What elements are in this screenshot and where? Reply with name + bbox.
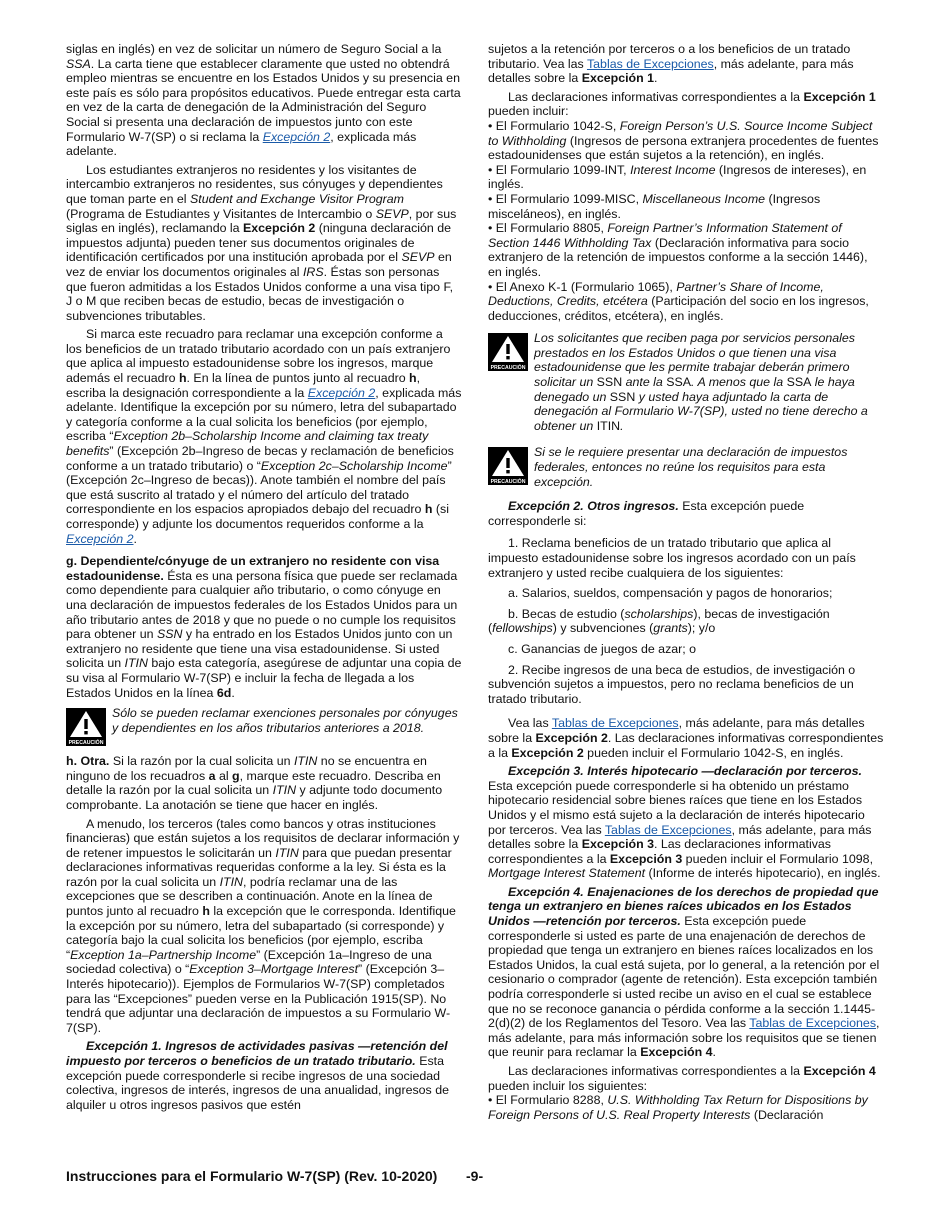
section-h: h. Otra. Si la razón por la cual solicita un ITIN no se encuentra en ninguno de los recuadros a al g, marque este recuadro. Describa en detalle la razón por la cual solicita un ITIN y adjunte todo documento comprobante. La anotación se tiene que hacer en inglés. xyxy=(66,754,443,812)
link-excepcion-2[interactable]: Excepción 2 xyxy=(262,129,331,144)
footer-title: Instrucciones para el Formulario W-7(SP) (Rev. 10-2020) xyxy=(66,1168,438,1184)
paragraph-exception-4-returns: Las declaraciones informativas correspondientes a la Excepción 4 pueden incluir los siguientes: xyxy=(488,1064,876,1093)
section-exception-1: Excepción 1. Ingresos de actividades pasivas —retención del impuesto por terceros o beneficios de un tratado tributario. Esta excepción puede corresponderle si recibe ingresos de una sociedad colectiva, ingresos de interés, ingresos de una anualidad, ingresos de alquiler u otros ingresos pasivos que estén xyxy=(66,1039,449,1112)
caution-note xyxy=(66,706,462,746)
list-item: • El Formulario 8805, Foreign Partner’s Information Statement of Section 1446 Withholding Tax (Declaración informativa para socio extranjero de la retención de impuestos conforme a la sección 1446), en inglés. xyxy=(488,221,884,279)
section-g: g. Dependiente/cónyuge de un extranjero no residente con visa estadounidense. Ésta es una persona física que puede ser reclamada como dependiente para cualquier año tributario, o como cónyuge en una declaración de impuestos federales de los Estados Unidos para un año tributario antes de 2018 y que no puede o no cumple los requisitos para obtener un SSN y ha entrado en los Estados Unidos junto con un extranjero no residente que tiene una visa estadounidense. Si usted solicita un ITIN bajo esta categoría, asegúrese de adjuntar una copia de su visa al Formulario W-7(SP) e incluir la fecha de llegada a los Estados Unidos en la línea 6d. xyxy=(66,554,462,700)
paragraph-sevp: Los estudiantes extranjeros no residentes y los visitantes de intercambio extranjeros no residentes, sus cónyuges y dependientes que toman parte en el Student and Exchange Visitor Program (Programa de Estudiantes y Visitantes de Intercambio o SEVP, por sus siglas en inglés), reclamando la Excepción 2 (ninguna declaración de impuestos adjunta) pueden tener sus documentos originales de identificación certificados por una institución aprobada por el SEVP en vez de enviar los documentos originales al IRS. Éstas son personas que fueron admitidas a los Estados Unidos conforme a una visa tipo F, J o M que reciben becas de estudio, becas de investigación o subvenciones tributables. xyxy=(66,162,457,323)
list-item: • El Formulario 1099-INT, Interest Income (Ingresos de intereses), en inglés. xyxy=(488,163,884,192)
section-g-heading: g. Dependiente/cónyuge de un extranjero no residente con visa estadounidense. xyxy=(66,554,440,583)
section-exception-4: Excepción 4. Enajenaciones de los derechos de propiedad que tenga un extranjero en bienes raíces ubicados en los Estados Unidos —retención por terceros. Esta excepción puede corresponderle si usted es parte de una enajenación de derechos de propiedad que tenga un extranjero en bienes raíces localizados en los Estados Unidos, la cual está sujeta, por lo general, a la retención por el cesionario o comprador (agente de retención). Esta excepción también podría corresponderle si usted recibe un aviso en el cual se establece que no se reconoce ganancia o pérdida conforme a la sección 1.1445-2(d)(2) de los Reglamentos del Tesoro. Vea las Tablas de Excepciones, más adelante, para más información sobre los requisitos que se tienen que reunir para reclamar la Excepción 4. xyxy=(488,884,880,1060)
right-column xyxy=(488,42,884,1126)
paragraph-exception-1-returns: Las declaraciones informativas correspondientes a la Excepción 1 pueden incluir: xyxy=(488,89,876,119)
list-item: a. Salarios, sueldos, compensación y pagos de honorarios; xyxy=(508,586,833,601)
caution-label: PRECAUCIÓN xyxy=(490,365,526,372)
caution-icon xyxy=(488,447,528,485)
caution-text: Sólo se pueden reclamar exenciones personales por cónyuges y dependientes en los años tributarios anteriores a 2018. xyxy=(112,706,458,735)
left-column xyxy=(66,42,462,1116)
section-exception-2: Excepción 2. Otros ingresos. Esta excepción puede corresponderle si: xyxy=(488,499,805,528)
link-tablas-de-excepciones[interactable]: Tablas de Excepciones xyxy=(551,716,679,731)
exception-4-heading: Excepción 4. Enajenaciones de los derechos de propiedad que tenga un extranjero en bienes raíces ubicados en los Estados Unidos —retención por terceros. xyxy=(488,884,879,929)
caution-icon xyxy=(66,708,106,746)
caution-note xyxy=(488,445,884,489)
caution-label: PRECAUCIÓN xyxy=(68,740,104,747)
page-footer xyxy=(66,1168,886,1184)
list-item: • El Anexo K-1 (Formulario 1065), Partner’s Share of Income, Deductions, Credits, etcétera (Participación del socio en los ingresos, deducciones, créditos, etcétera), en inglés. xyxy=(488,280,884,324)
exception-3-heading: Excepción 3. Interés hipotecario —declaración por terceros. xyxy=(508,764,862,779)
link-tablas-de-excepciones[interactable]: Tablas de Excepciones xyxy=(749,1016,877,1031)
caution-label: PRECAUCIÓN xyxy=(490,479,526,486)
list-item: • El Formulario 8288, U.S. Withholding Tax Return for Dispositions by Foreign Persons of U.S. Real Property Interests (Declaración xyxy=(488,1093,884,1122)
list-item: c. Ganancias de juegos de azar; o xyxy=(508,641,697,656)
caution-text: Los solicitantes que reciben paga por servicios personales prestados en los Estados Unidos o que tienen una visa estadounidense que les permite trabajar deberán primero solicitar un SSN ante la SSA. A menos que la SSA le haya denegado un SSN y usted haya adjuntado la carta de denegación al Formulario W-7(SP), usted no tiene derecho a obtener un ITIN. xyxy=(534,331,868,433)
paragraph-exception-1-cont: sujetos a la retención por terceros o a los beneficios de un tratado tributario. Vea las Tablas de Excepciones, más adelante, para más detalles sobre la Excepción 1. xyxy=(488,42,854,86)
caution-text: Si se le requiere presentar una declaración de impuestos federales, entonces no reúne los requisitos para esta excepción. xyxy=(534,445,848,489)
list-item: b. Becas de estudio (scholarships), becas de investigación (fellowships) y subvenciones (grants); y/o xyxy=(488,606,830,636)
link-tablas-de-excepciones[interactable]: Tablas de Excepciones xyxy=(604,822,732,837)
list-item: • El Formulario 1099-MISC, Miscellaneous Income (Ingresos misceláneos), en inglés. xyxy=(488,192,884,221)
caution-note xyxy=(488,331,884,433)
link-excepcion-2[interactable]: Excepción 2 xyxy=(66,531,134,546)
exception-1-heading: Excepción 1. Ingresos de actividades pasivas —retención del impuesto por terceros o beneficios de un tratado tributario. xyxy=(66,1039,448,1068)
paragraph-third-parties: A menudo, los terceros (tales como bancos y otras instituciones financieras) que están sujetos a los requisitos de declarar información y de retener impuestos le solicitarán un ITIN para que puedan presentar declaraciones informativas requeridas conforme a la ley. Si ésta es la razón por la cual solicita un ITIN, podría reclamar una de las excepciones que se describen a continuación. Anote en la línea de puntos junto al recuadro h la excepción que le corresponda. Identifique la excepción por su número, letra del subapartado (si corresponde) y categoría bajo la cual solicita los beneficios (por ejemplo, escriba “Exception 1a–Partnership Income” (Excepción 1a–Ingreso de una sociedad colectiva) o “Exception 3–Mortgage Interest” (Excepción 3–Interés hipotecario)). Ejemplos de Formularios W-7(SP) completados para las “Excepciones” pueden verse en la Publicación 1915(SP). No tendrá que adjuntar una declaración de impuestos a su Formulario W-7(SP). xyxy=(66,816,460,1035)
paragraph-ssa-letter: siglas en inglés) en vez de solicitar un número de Seguro Social a la SSA. La carta tiene que establecer claramente que usted no obtendrá empleo mientras se encuentre en los Estados Unidos y su presencia en este país es sólo para propósitos educativos. Puede entregar esta carta en vez de la carta de denegación de la Administración del Seguro Social si presenta una declaración de impuestos junto con este Formulario W-7(SP) o si reclama la Excepción 2, explicada más adelante. xyxy=(66,42,461,159)
list-item: 2. Recibe ingresos de una beca de estudios, de investigación o subvención sujetos a impuestos, pero no reclama beneficios de un tratado tributario. xyxy=(488,662,856,706)
paragraph-treaty-box-h: Si marca este recuadro para reclamar una excepción conforme a los beneficios de un tratado tributario acordado con un país extranjero que aplica al impuesto estadounidense sobre los ingresos, marque además el recuadro h. En la línea de puntos junto al recuadro h, escriba la designación correspondiente a la Excepción 2, explicada más adelante. Identifique la excepción por su número, letra del subapartado y categoría conforme a la cual solicita los beneficios (por ejemplo, escriba “Exception 2b–Scholarship Income and claiming tax treaty benefits” (Excepción 2b–Ingreso de becas y reclamación de beneficios conforme a un tratado tributario) o “Exception 2c–Scholarship Income” (Excepción 2c–Ingreso de becas)). Anote también el nombre del país que está suscrito al tratado y el número del artículo del tratado correspondiente en los espacios apropiados debajo del recuadro h (si corresponde) y adjunte los documentos requeridos conforme a la Excepción 2. xyxy=(66,327,462,546)
link-tablas-de-excepciones[interactable]: Tablas de Excepciones xyxy=(586,56,714,71)
exception-2-heading: Excepción 2. Otros ingresos. xyxy=(508,499,679,514)
link-excepcion-2[interactable]: Excepción 2 xyxy=(307,385,376,400)
paragraph-exception-2-returns: Vea las Tablas de Excepciones, más adelante, para más detalles sobre la Excepción 2. Las declaraciones informativas correspondientes a la Excepción 2 pueden incluir el Formulario 1042-S, en inglés. xyxy=(488,716,884,760)
list-item: • El Formulario 1042-S, Foreign Person’s U.S. Source Income Subject to Withholding (Ingresos de persona extranjera procedentes de fuentes estadounidenses que están sujetos a la retención), en inglés. xyxy=(488,119,884,163)
caution-icon xyxy=(488,333,528,371)
section-exception-3: Excepción 3. Interés hipotecario —declaración por terceros. Esta excepción puede corresponderle si ha obtenido un préstamo hipotecario residencial sobre bienes raíces que tiene en los Estados Unidos y el mismo está sujeto a la declaración de interés hipotecario por terceros. Vea las Tablas de Excepciones, más adelante, para más detalles sobre la Excepción 3. Las declaraciones informativas correspondientes a la Excepción 3 pueden incluir el Formulario 1098, Mortgage Interest Statement (Informe de interés hipotecario), en inglés. xyxy=(488,764,881,881)
page-number: -9- xyxy=(466,1168,484,1184)
list-item: 1. Reclama beneficios de un tratado tributario que aplica al impuesto estadounidense sobre los ingresos acordado con un país extranjero y usted recibe cualquiera de los siguientes: xyxy=(488,536,856,580)
section-h-heading: h. Otra. xyxy=(66,754,110,769)
